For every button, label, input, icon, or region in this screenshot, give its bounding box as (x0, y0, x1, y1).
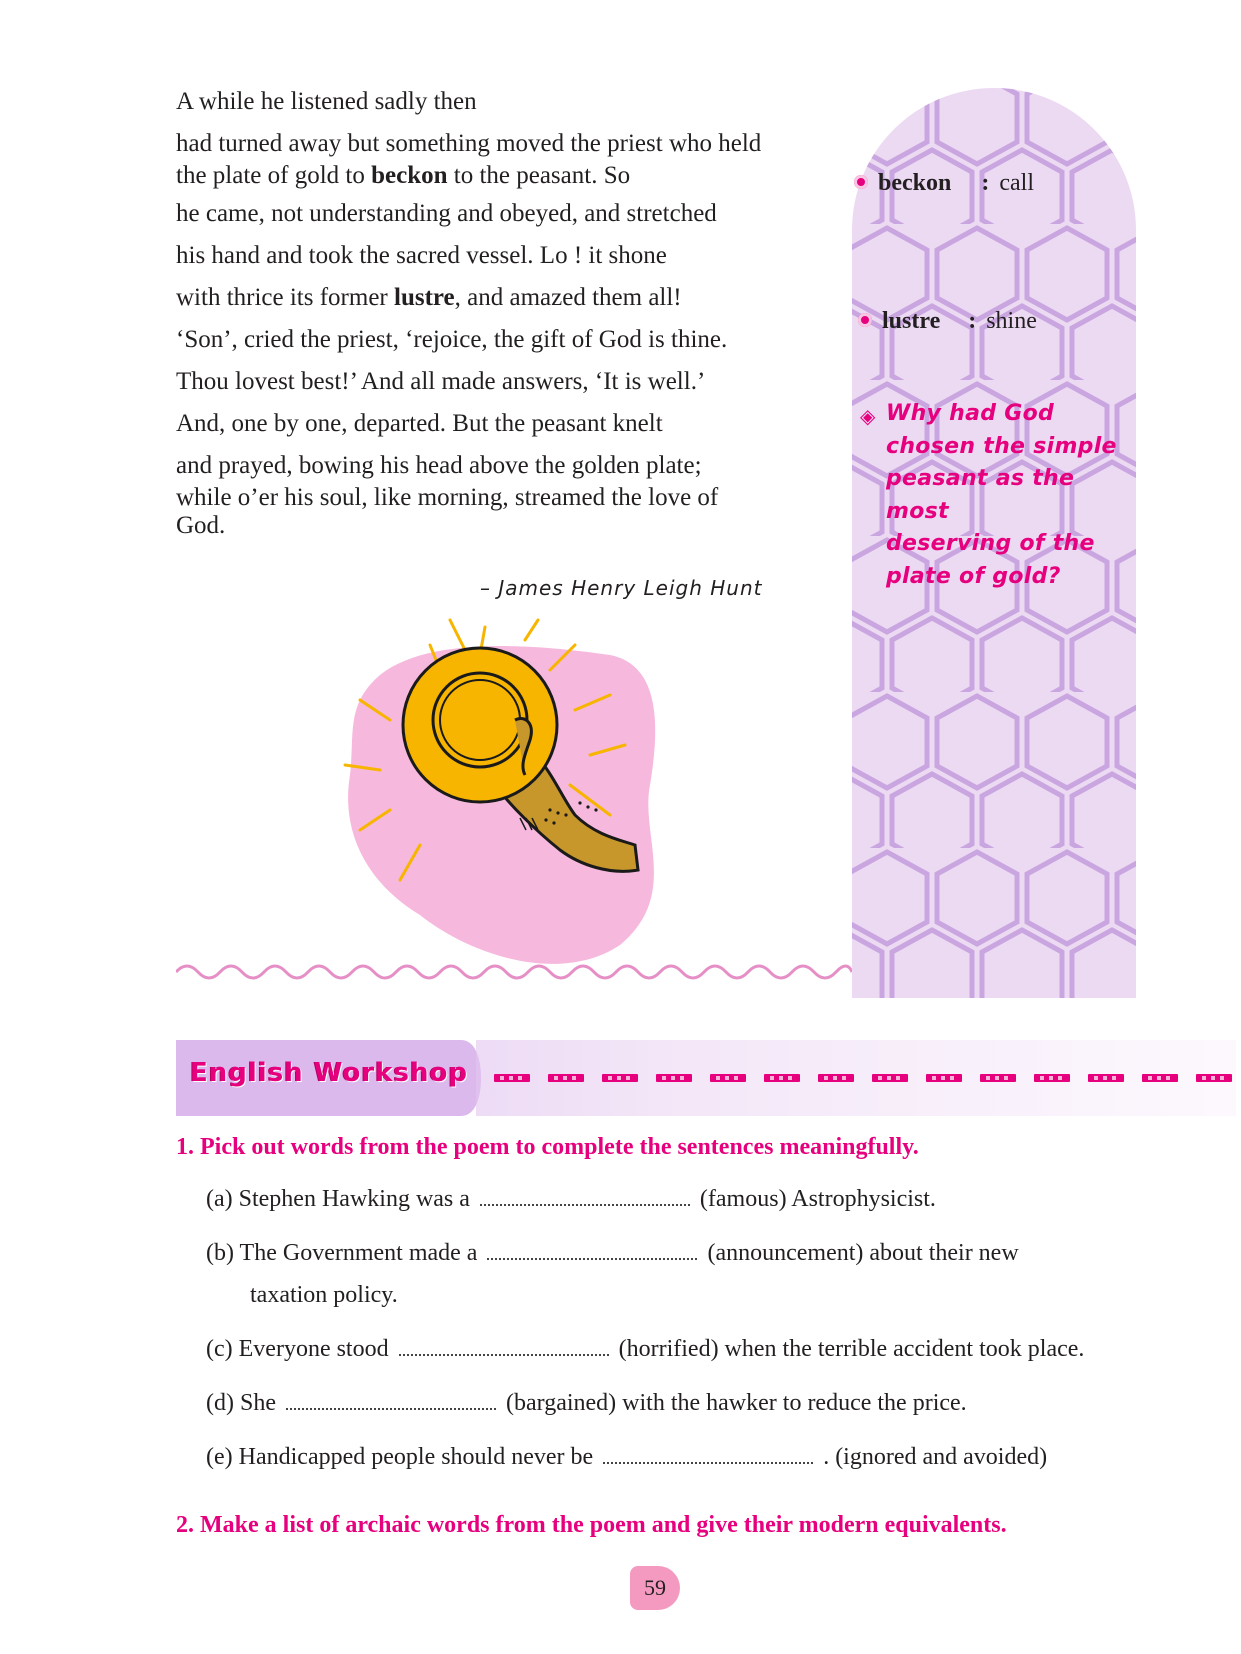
poem-text (176, 84, 836, 540)
poem-line: ‘Son’, cried the priest, ‘rejoice, the gift of God is thine. (176, 326, 728, 353)
poem-line: with thrice its former lustre, and amazed them all! (176, 284, 682, 311)
fill-blank-c: (c) Everyone stood (horrified) when the terrible accident took place. (206, 1336, 1085, 1362)
blank-line (603, 1448, 813, 1464)
vocab-beckon: beckon (371, 162, 448, 189)
golden-plate-illustration (320, 615, 720, 975)
question-2-heading: 2. Make a list of archaic words from the poem and give their modern equivalents. (176, 1512, 1007, 1538)
poem-line: the plate of gold to beckon to the peasant. So (176, 162, 631, 189)
bullet-icon (854, 175, 868, 189)
diamond-icon: ◈ (860, 404, 876, 428)
poem-line: A while he listened sadly then (176, 88, 477, 115)
poem-author: – James Henry Leigh Hunt (480, 576, 763, 600)
blank-line (487, 1244, 697, 1260)
page-number: 59 (630, 1566, 680, 1610)
wavy-divider (176, 960, 852, 984)
poem-line: and prayed, bowing his head above the golden plate; (176, 452, 702, 479)
question-1-heading: 1. Pick out words from the poem to complete the sentences meaningfully. (176, 1134, 919, 1160)
blank-line (286, 1394, 496, 1410)
poem-line: his hand and took the sacred vessel. Lo ! it shone (176, 242, 667, 269)
fill-blank-e: (e) Handicapped people should never be . (ignored and avoided) (206, 1444, 1048, 1470)
fill-blank-b-continued: taxation policy. (250, 1282, 398, 1308)
fill-blank-b: (b) The Government made a (announcement) about their new (206, 1240, 1019, 1266)
poem-line: had turned away but something moved the priest who held (176, 130, 762, 157)
fill-blank-a: (a) Stephen Hawking was a (famous) Astrophysicist. (206, 1186, 936, 1212)
poem-line: he came, not understanding and obeyed, and stretched (176, 200, 717, 227)
poem-line: Thou lovest best!’ And all made answers, ‘It is well.’ (176, 368, 706, 395)
blank-line (399, 1340, 609, 1356)
fill-blank-d: (d) She (bargained) with the hawker to reduce the price. (206, 1390, 967, 1416)
poem-line: God. (176, 512, 226, 539)
poem-line: And, one by one, departed. But the peasant knelt (176, 410, 663, 437)
poem-line: while o’er his soul, like morning, streamed the love of (176, 484, 719, 511)
glossary-item-lustre: lustre : shine (858, 308, 1037, 335)
workshop-title: English Workshop (190, 1058, 468, 1088)
bullet-icon (858, 313, 872, 327)
sidebar-question: ◈ Why had God chosen the simple peasant as the most deserving of the plate of gold? (860, 401, 1117, 589)
blank-line (480, 1190, 690, 1206)
glossary-item-beckon: beckon : call (854, 170, 1034, 197)
vocab-lustre: lustre (394, 284, 455, 311)
